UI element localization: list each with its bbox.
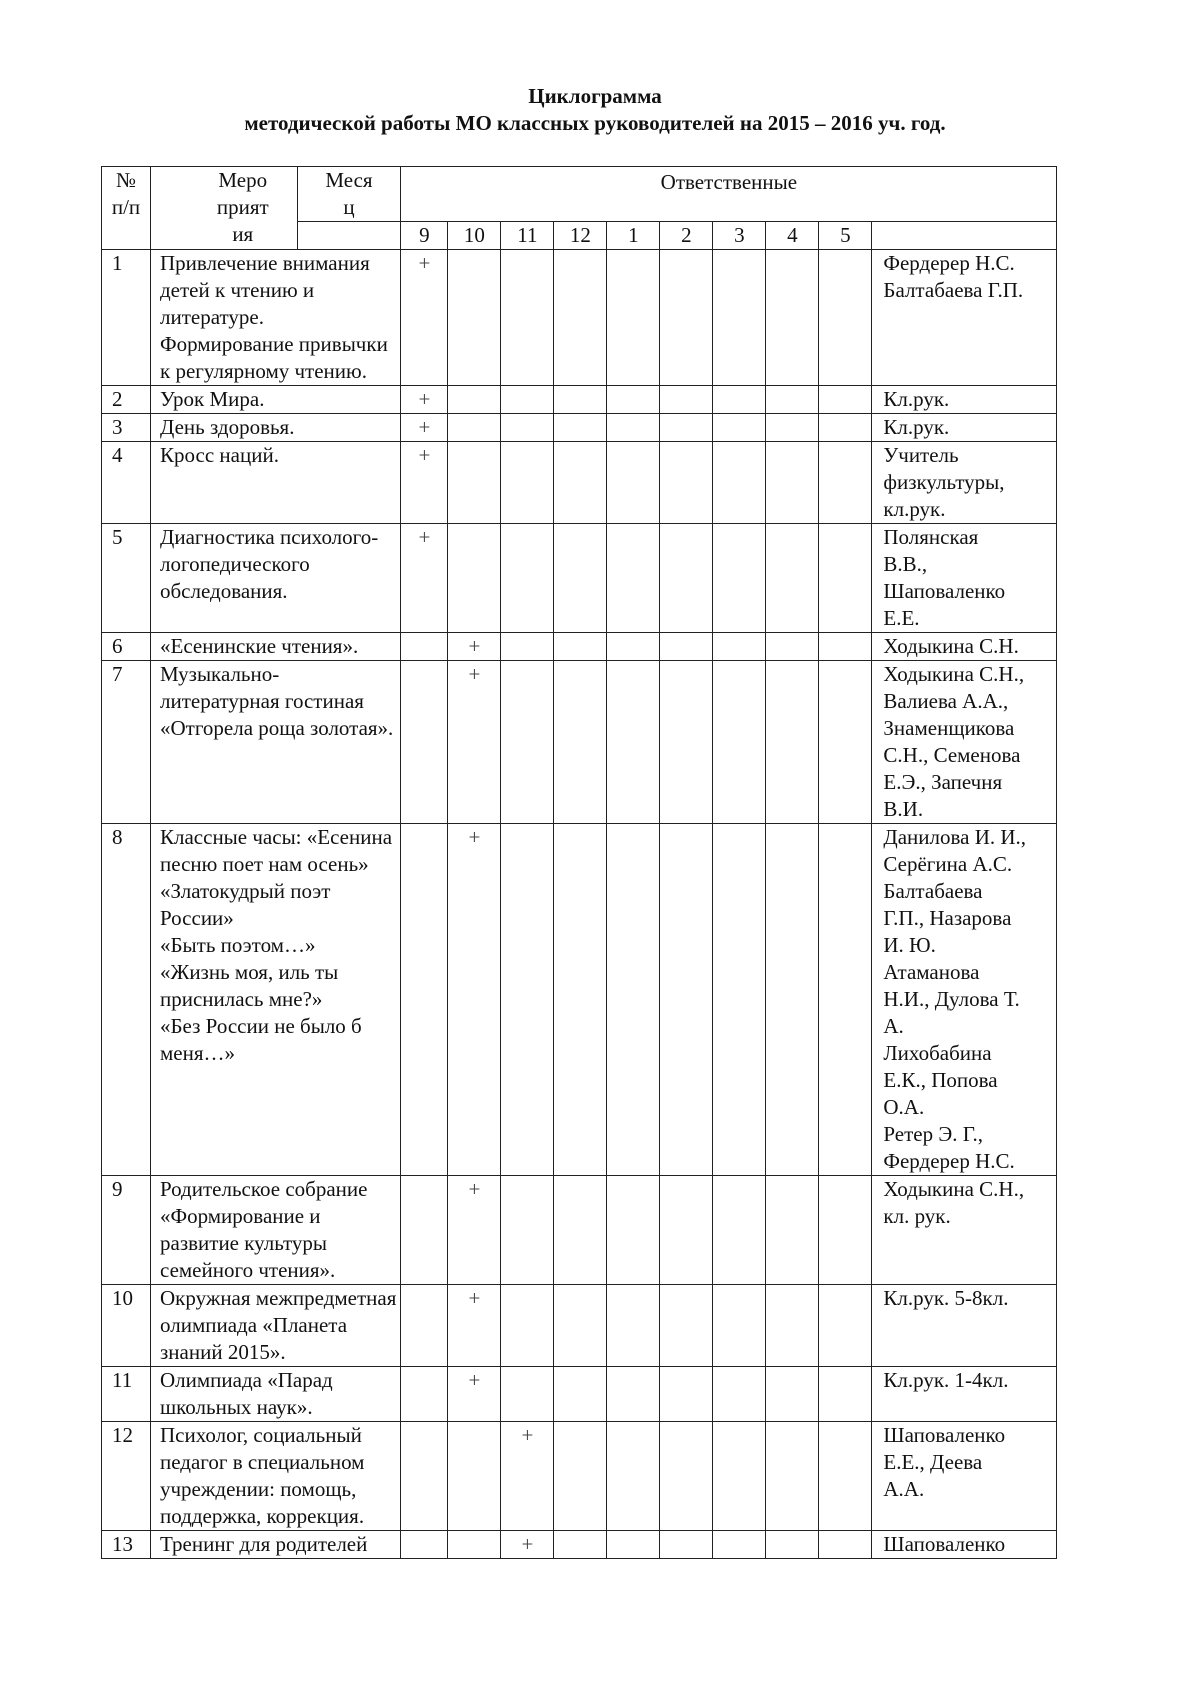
month-cell-3 — [713, 661, 766, 824]
month-header-3: 3 — [713, 222, 766, 250]
month-cell-2 — [660, 250, 713, 386]
month-cell-3 — [713, 524, 766, 633]
row-responsible: Ходыкина С.Н. — [872, 633, 1057, 661]
row-responsible: Кл.рук. — [872, 386, 1057, 414]
month-cell-12 — [554, 824, 607, 1176]
month-cell-11 — [501, 386, 554, 414]
month-cell-2 — [660, 1531, 713, 1559]
row-number: 11 — [102, 1367, 151, 1422]
month-cell-1 — [607, 633, 660, 661]
month-cell-2 — [660, 386, 713, 414]
table-row — [102, 250, 1057, 386]
table-row — [102, 1176, 1057, 1285]
month-cell-12 — [554, 250, 607, 386]
table-row — [102, 386, 1057, 414]
month-cell-3 — [713, 1367, 766, 1422]
month-cell-5 — [819, 386, 872, 414]
month-cell-1 — [607, 1285, 660, 1367]
row-event: Классные часы: «Есенина песню поет нам осень» «Златокудрый поэт России» «Быть поэтом…» «Жизнь моя, иль ты приснилась мне?» «Без России не было б меня…» — [151, 824, 401, 1176]
month-cell-11 — [501, 1285, 554, 1367]
row-event: Привлечение внимания детей к чтению и литературе. Формирование привычки к регулярному чтению. — [151, 250, 401, 386]
row-number: 3 — [102, 414, 151, 442]
month-cell-1 — [607, 1367, 660, 1422]
month-cell-11: + — [501, 1422, 554, 1531]
month-cell-1 — [607, 1531, 660, 1559]
month-cell-2 — [660, 1367, 713, 1422]
month-cell-9 — [401, 1422, 448, 1531]
row-responsible: Шаповаленко — [872, 1531, 1057, 1559]
month-cell-4 — [766, 524, 819, 633]
row-event: Диагностика психолого- логопедического обследования. — [151, 524, 401, 633]
row-event: Музыкально- литературная гостиная «Отгорела роща золотая». — [151, 661, 401, 824]
row-event: Кросс наций. — [151, 442, 401, 524]
header-month-blank — [297, 222, 401, 250]
month-cell-11 — [501, 524, 554, 633]
row-responsible: Фердерер Н.С. Балтабаева Г.П. — [872, 250, 1057, 386]
month-cell-9 — [401, 1531, 448, 1559]
month-cell-1 — [607, 414, 660, 442]
row-responsible: Полянская В.В., Шаповаленко Е.Е. — [872, 524, 1057, 633]
month-cell-10: + — [448, 1285, 501, 1367]
month-cell-12 — [554, 1176, 607, 1285]
row-number: 5 — [102, 524, 151, 633]
row-responsible: Кл.рук. 1-4кл. — [872, 1367, 1057, 1422]
month-cell-2 — [660, 442, 713, 524]
header-month: Меся ц — [297, 167, 401, 222]
month-cell-9 — [401, 633, 448, 661]
month-cell-3 — [713, 1422, 766, 1531]
month-cell-9: + — [401, 250, 448, 386]
header-num: № п/п — [102, 167, 151, 250]
month-cell-10 — [448, 250, 501, 386]
row-number: 9 — [102, 1176, 151, 1285]
month-cell-5 — [819, 414, 872, 442]
row-responsible: Шаповаленко Е.Е., Деева А.А. — [872, 1422, 1057, 1531]
month-header-2: 2 — [660, 222, 713, 250]
month-cell-11 — [501, 824, 554, 1176]
month-cell-10 — [448, 1422, 501, 1531]
row-event: «Есенинские чтения». — [151, 633, 401, 661]
month-cell-11 — [501, 442, 554, 524]
table-row — [102, 633, 1057, 661]
month-cell-4 — [766, 1422, 819, 1531]
month-cell-10: + — [448, 824, 501, 1176]
month-cell-11 — [501, 1176, 554, 1285]
month-cell-1 — [607, 661, 660, 824]
month-cell-3 — [713, 442, 766, 524]
header-responsible: Ответственные — [401, 167, 1057, 222]
row-number: 4 — [102, 442, 151, 524]
month-cell-12 — [554, 1285, 607, 1367]
month-cell-5 — [819, 1285, 872, 1367]
row-number: 10 — [102, 1285, 151, 1367]
month-cell-11 — [501, 633, 554, 661]
row-event: Окружная межпредметная олимпиада «Планета знаний 2015». — [151, 1285, 401, 1367]
row-number: 1 — [102, 250, 151, 386]
month-cell-4 — [766, 1531, 819, 1559]
month-cell-2 — [660, 1422, 713, 1531]
row-number: 13 — [102, 1531, 151, 1559]
month-cell-11 — [501, 1367, 554, 1422]
row-responsible: Ходыкина С.Н., Валиева А.А., Знаменщикова С.Н., Семенова Е.Э., Запечня В.И. — [872, 661, 1057, 824]
month-cell-10: + — [448, 1176, 501, 1285]
month-cell-1 — [607, 1422, 660, 1531]
month-cell-1 — [607, 524, 660, 633]
month-cell-4 — [766, 824, 819, 1176]
month-cell-12 — [554, 1367, 607, 1422]
month-cell-4 — [766, 1367, 819, 1422]
month-cell-5 — [819, 1422, 872, 1531]
month-cell-9 — [401, 1176, 448, 1285]
month-header-10: 10 — [448, 222, 501, 250]
responsible-header-blank — [872, 222, 1057, 250]
table-row — [102, 414, 1057, 442]
month-cell-9: + — [401, 524, 448, 633]
month-cell-3 — [713, 824, 766, 1176]
month-cell-3 — [713, 1531, 766, 1559]
row-number: 12 — [102, 1422, 151, 1531]
month-cell-11 — [501, 661, 554, 824]
month-cell-4 — [766, 661, 819, 824]
row-event: Родительское собрание «Формирование и развитие культуры семейного чтения». — [151, 1176, 401, 1285]
month-cell-1 — [607, 1176, 660, 1285]
row-responsible: Учитель физкультуры, кл.рук. — [872, 442, 1057, 524]
month-cell-9 — [401, 824, 448, 1176]
month-cell-12 — [554, 386, 607, 414]
month-cell-5 — [819, 524, 872, 633]
table-row — [102, 442, 1057, 524]
table-row — [102, 1422, 1057, 1531]
month-header-11: 11 — [501, 222, 554, 250]
month-cell-10 — [448, 386, 501, 414]
row-responsible: Данилова И. И., Серёгина А.С. Балтабаева Г.П., Назарова И. Ю. Атаманова Н.И., Дулова Т. А. Лихобабина Е.К., Попова О.А. Ретер Э. Г., Фердерер Н.С. — [872, 824, 1057, 1176]
table-row — [102, 1367, 1057, 1422]
row-number: 2 — [102, 386, 151, 414]
row-event: Урок Мира. — [151, 386, 401, 414]
month-cell-2 — [660, 824, 713, 1176]
month-cell-10 — [448, 524, 501, 633]
month-header-5: 5 — [819, 222, 872, 250]
month-cell-10: + — [448, 661, 501, 824]
month-cell-4 — [766, 442, 819, 524]
month-cell-11 — [501, 414, 554, 442]
row-event: Тренинг для родителей — [151, 1531, 401, 1559]
month-cell-4 — [766, 250, 819, 386]
month-cell-1 — [607, 824, 660, 1176]
month-cell-1 — [607, 442, 660, 524]
month-cell-2 — [660, 1176, 713, 1285]
table-row — [102, 524, 1057, 633]
table-row — [102, 661, 1057, 824]
page-subtitle: методической работы МО классных руководителей на 2015 – 2016 уч. год. — [244, 111, 946, 135]
month-cell-4 — [766, 633, 819, 661]
month-cell-5 — [819, 1367, 872, 1422]
month-cell-9: + — [401, 442, 448, 524]
month-cell-3 — [713, 1285, 766, 1367]
month-cell-12 — [554, 524, 607, 633]
month-cell-10: + — [448, 1367, 501, 1422]
month-cell-12 — [554, 414, 607, 442]
page-title: Циклограмма — [528, 84, 662, 108]
row-event: День здоровья. — [151, 414, 401, 442]
row-responsible: Кл.рук. — [872, 414, 1057, 442]
month-cell-9 — [401, 1367, 448, 1422]
month-header-4: 4 — [766, 222, 819, 250]
month-cell-12 — [554, 661, 607, 824]
month-cell-10 — [448, 414, 501, 442]
month-cell-3 — [713, 1176, 766, 1285]
month-cell-5 — [819, 824, 872, 1176]
month-cell-4 — [766, 414, 819, 442]
header-event: Меро прият ия — [151, 167, 298, 250]
row-responsible: Ходыкина С.Н., кл. рук. — [872, 1176, 1057, 1285]
month-cell-3 — [713, 633, 766, 661]
table-row — [102, 824, 1057, 1176]
month-cell-5 — [819, 1531, 872, 1559]
month-cell-11 — [501, 250, 554, 386]
row-responsible: Кл.рук. 5-8кл. — [872, 1285, 1057, 1367]
table-row — [102, 1285, 1057, 1367]
month-cell-4 — [766, 1176, 819, 1285]
row-event: Олимпиада «Парад школьных наук». — [151, 1367, 401, 1422]
month-header-1: 1 — [607, 222, 660, 250]
month-cell-10 — [448, 442, 501, 524]
row-number: 8 — [102, 824, 151, 1176]
month-cell-4 — [766, 1285, 819, 1367]
cyclogram-table — [101, 166, 1057, 1559]
month-cell-5 — [819, 633, 872, 661]
month-cell-5 — [819, 661, 872, 824]
row-number: 7 — [102, 661, 151, 824]
month-cell-1 — [607, 386, 660, 414]
month-cell-5 — [819, 442, 872, 524]
row-number: 6 — [102, 633, 151, 661]
row-event: Психолог, социальный педагог в специальном учреждении: помощь, поддержка, коррекция. — [151, 1422, 401, 1531]
month-cell-9 — [401, 1285, 448, 1367]
month-cell-3 — [713, 414, 766, 442]
month-cell-10 — [448, 1531, 501, 1559]
month-cell-2 — [660, 633, 713, 661]
month-cell-12 — [554, 1422, 607, 1531]
month-cell-12 — [554, 633, 607, 661]
table-row — [102, 1531, 1057, 1559]
month-cell-2 — [660, 1285, 713, 1367]
month-cell-5 — [819, 250, 872, 386]
month-cell-9 — [401, 661, 448, 824]
month-cell-3 — [713, 250, 766, 386]
month-cell-2 — [660, 414, 713, 442]
month-cell-2 — [660, 524, 713, 633]
month-header-9: 9 — [401, 222, 448, 250]
month-cell-12 — [554, 442, 607, 524]
month-cell-12 — [554, 1531, 607, 1559]
month-cell-5 — [819, 1176, 872, 1285]
month-cell-1 — [607, 250, 660, 386]
month-cell-3 — [713, 386, 766, 414]
month-cell-9: + — [401, 386, 448, 414]
month-cell-10: + — [448, 633, 501, 661]
month-cell-11: + — [501, 1531, 554, 1559]
month-cell-2 — [660, 661, 713, 824]
month-cell-9: + — [401, 414, 448, 442]
month-header-12: 12 — [554, 222, 607, 250]
month-cell-4 — [766, 386, 819, 414]
